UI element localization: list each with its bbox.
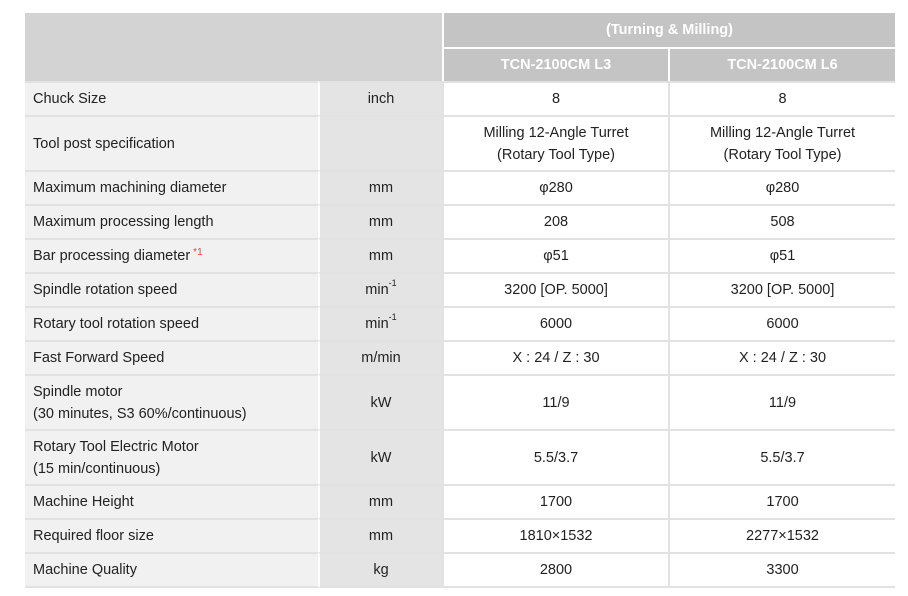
unit-exponent: -1	[388, 312, 397, 322]
row-value-l3: 6000	[442, 306, 668, 340]
row-value-l3: φ51	[442, 238, 668, 272]
label-line: (15 min/continuous)	[33, 460, 161, 477]
table-row	[25, 204, 895, 238]
row-unit: kg	[318, 552, 442, 588]
table-row	[25, 518, 895, 552]
row-value-l6: 6000	[668, 306, 895, 340]
row-value-l3: 3200 [OP. 5000]	[442, 272, 668, 306]
row-label: Rotary tool rotation speed	[25, 306, 318, 340]
row-value-l6: 11/9	[668, 374, 895, 429]
row-label: Tool post specification	[25, 115, 318, 170]
header-model-l6: TCN-2100CM L6	[668, 47, 895, 81]
row-value-l6	[668, 115, 895, 170]
row-label	[25, 238, 318, 272]
header-group-title: (Turning & Milling)	[442, 13, 895, 47]
row-value-l6: 5.5/3.7	[668, 429, 895, 484]
row-unit: mm	[318, 170, 442, 204]
row-label: Required floor size	[25, 518, 318, 552]
row-unit: kW	[318, 429, 442, 484]
row-value-l3: φ280	[442, 170, 668, 204]
row-unit: mm	[318, 518, 442, 552]
header-model-l3: TCN-2100CM L3	[442, 47, 668, 81]
value-line: (Rotary Tool Type)	[497, 146, 615, 163]
table-row	[25, 340, 895, 374]
header-blank-cell	[25, 13, 442, 81]
table-row	[25, 429, 895, 484]
footnote-marker: *1	[193, 247, 203, 258]
value-line: (Rotary Tool Type)	[723, 146, 842, 163]
table-row	[25, 115, 895, 170]
row-unit: mm	[318, 484, 442, 518]
row-value-l3: 208	[442, 204, 668, 238]
row-value-l6: 2277×1532	[668, 518, 895, 552]
row-value-l3	[442, 115, 668, 170]
row-label: Machine Height	[25, 484, 318, 518]
row-label: Chuck Size	[25, 81, 318, 115]
row-value-l6: 8	[668, 81, 895, 115]
row-unit: mm	[318, 238, 442, 272]
table-row	[25, 484, 895, 518]
row-unit: mm	[318, 204, 442, 238]
row-value-l6: 508	[668, 204, 895, 238]
row-value-l6: X : 24 / Z : 30	[668, 340, 895, 374]
row-value-l3: 1700	[442, 484, 668, 518]
row-label: Machine Quality	[25, 552, 318, 588]
unit-base: min	[365, 282, 389, 298]
row-unit: inch	[318, 81, 442, 115]
row-value-l3: 11/9	[442, 374, 668, 429]
row-unit	[318, 115, 442, 170]
table-row	[25, 272, 895, 306]
label-line: (30 minutes, S3 60%/continuous)	[33, 405, 247, 422]
row-unit	[318, 306, 442, 340]
row-label: Maximum machining diameter	[25, 170, 318, 204]
spec-table-container	[25, 13, 895, 588]
unit-base: min	[365, 316, 389, 332]
row-value-l3: 8	[442, 81, 668, 115]
label-line: Spindle motor	[33, 383, 123, 400]
unit-exponent: -1	[388, 278, 397, 288]
table-row	[25, 552, 895, 588]
row-value-l6: 1700	[668, 484, 895, 518]
table-row	[25, 238, 895, 272]
row-value-l6: 3300	[668, 552, 895, 588]
row-value-l6: φ280	[668, 170, 895, 204]
value-line: Milling 12-Angle Turret	[483, 124, 629, 141]
table-row	[25, 374, 895, 429]
row-label: Maximum processing length	[25, 204, 318, 238]
row-unit: kW	[318, 374, 442, 429]
row-unit	[318, 272, 442, 306]
row-value-l6: 3200 [OP. 5000]	[668, 272, 895, 306]
row-value-l3: 1810×1532	[442, 518, 668, 552]
value-line: Milling 12-Angle Turret	[709, 124, 856, 141]
row-value-l6: φ51	[668, 238, 895, 272]
table-row	[25, 170, 895, 204]
label-line: Rotary Tool Electric Motor	[33, 438, 199, 455]
row-unit: m/min	[318, 340, 442, 374]
row-value-l3: X : 24 / Z : 30	[442, 340, 668, 374]
row-label: Spindle rotation speed	[25, 272, 318, 306]
row-value-l3: 5.5/3.7	[442, 429, 668, 484]
row-label: Fast Forward Speed	[25, 340, 318, 374]
spec-table	[25, 13, 895, 588]
row-value-l3: 2800	[442, 552, 668, 588]
table-row	[25, 306, 895, 340]
table-row	[25, 81, 895, 115]
row-label	[25, 374, 318, 429]
row-label-text: Bar processing diameter	[33, 248, 191, 264]
row-label	[25, 429, 318, 484]
